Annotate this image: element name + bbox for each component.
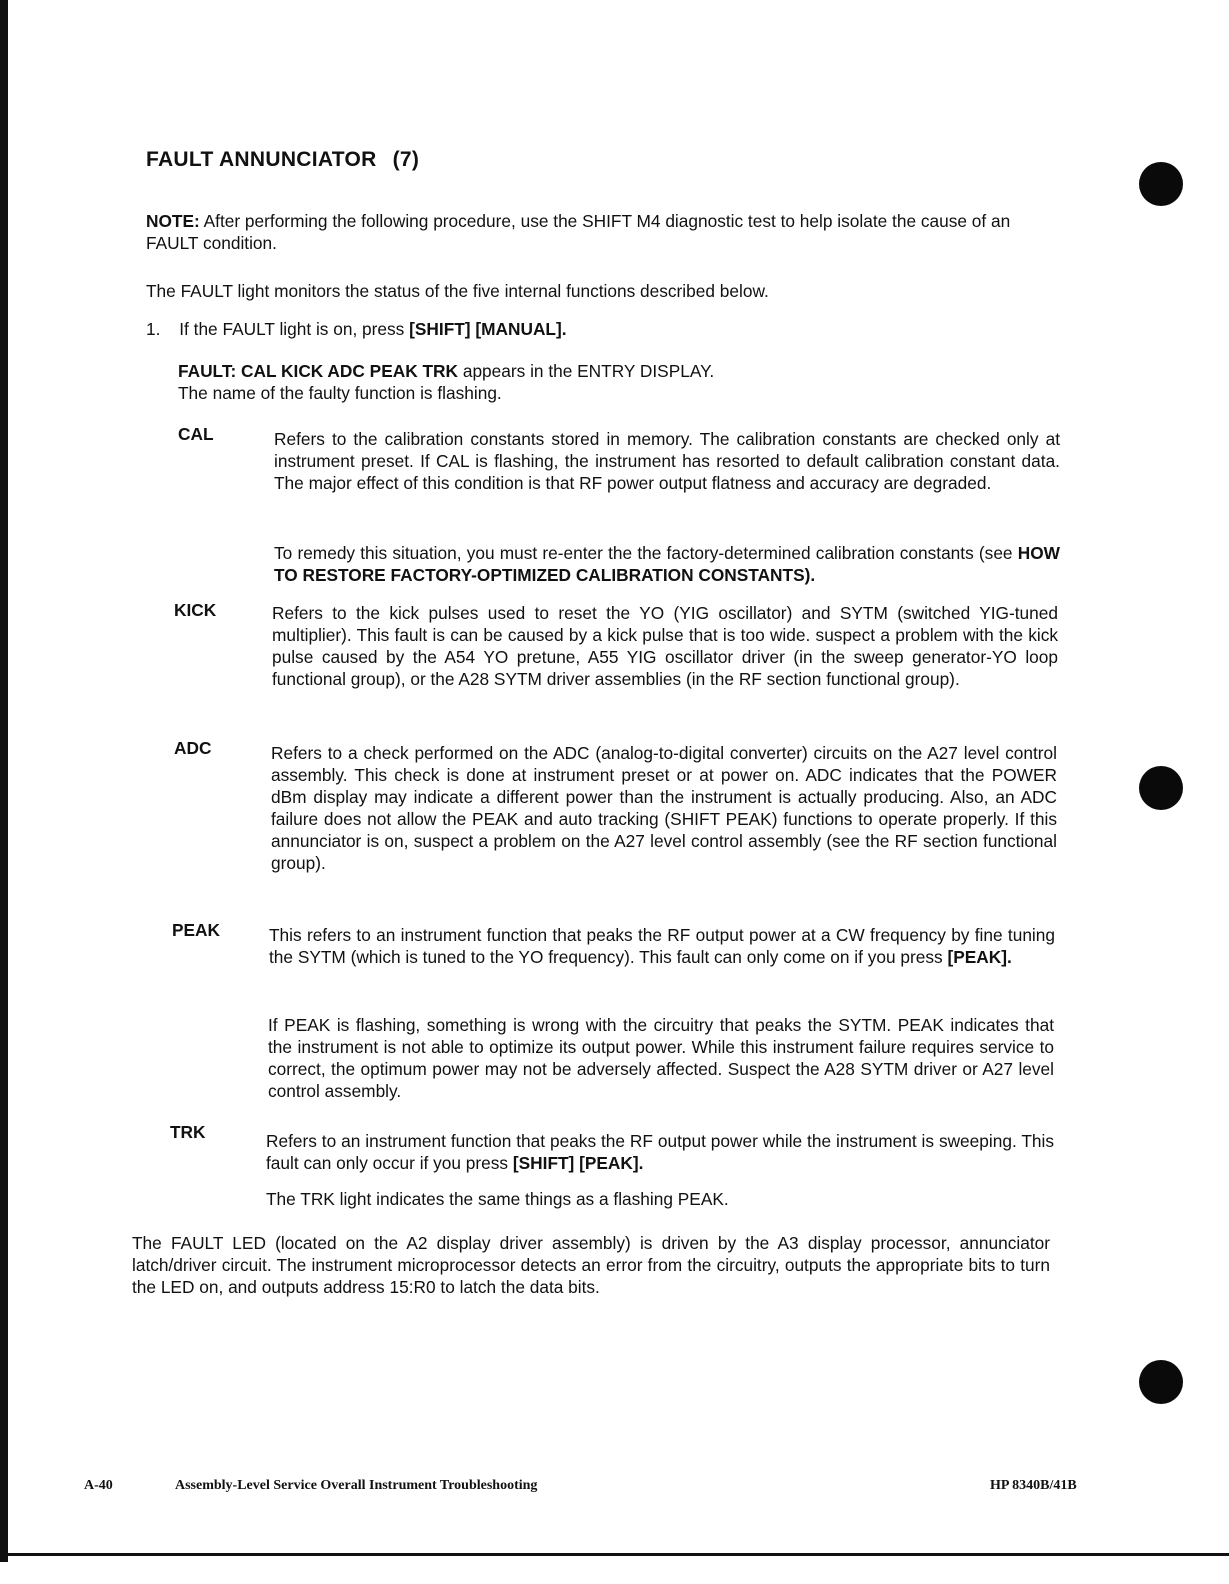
note-label: NOTE: xyxy=(146,211,200,231)
trk-description-text: Refers to an instrument function that peaks the RF output power while the instrument is sweeping. This fault can only occur if you press xyxy=(266,1131,1054,1173)
cal-description: Refers to the calibration constants stored in memory. The calibration constants are checked only at instrument preset. If CAL is flashing, the instrument has resorted to default calibration constant data. The major effect of this condition is that RF power output flatness and accuracy are degraded. xyxy=(274,429,1060,493)
binder-hole-middle xyxy=(1139,766,1183,810)
display-line2: The name of the faulty function is flashing. xyxy=(178,383,502,403)
step-1 xyxy=(146,318,1062,340)
left-margin-rule xyxy=(0,0,8,1562)
term-cal: CAL xyxy=(178,424,214,444)
bottom-margin-rule xyxy=(0,1553,1229,1556)
footer-model: HP 8340B/41B xyxy=(990,1478,1077,1493)
trk-keys: [SHIFT] [PEAK]. xyxy=(512,1153,644,1173)
trk-note: The TRK light indicates the same things as a flashing PEAK. xyxy=(266,1189,729,1209)
intro-paragraph: The FAULT light monitors the status of the five internal functions described below. xyxy=(146,281,769,301)
note-text: After performing the following procedure, use the SHIFT M4 diagnostic test to help isolate the cause of an FAULT condition. xyxy=(146,211,1011,253)
peak-key: [PEAK]. xyxy=(947,947,1012,967)
cal-remedy-text: To remedy this situation, you must re-enter the the factory-determined calibration constants (see xyxy=(274,543,1013,563)
binder-hole-top xyxy=(1139,162,1183,206)
kick-description: Refers to the kick pulses used to reset the YO (YIG oscillator) and SYTM (switched YIG-tuned multiplier). This fault is can be caused by a kick pulse that is too wide. suspect a problem with the kick pulse caused by the A54 YO pretune, A55 YIG oscillator driver (in the sweep generator-YO loop functional group), or the A28 SYTM driver assemblies (in the RF section functional group). xyxy=(272,603,1058,689)
term-kick: KICK xyxy=(174,600,217,620)
binder-hole-bottom xyxy=(1139,1360,1183,1404)
closing-paragraph: The FAULT LED (located on the A2 display driver assembly) is driven by the A3 display processor, annunciator latch/driver circuit. The instrument microprocessor detects an error from the circuitry, outputs the appropriate bits to turn the LED on, and outputs address 15:R0 to latch the data bits. xyxy=(132,1233,1050,1297)
footer-section-title: Assembly-Level Service Overall Instrument Troubleshooting xyxy=(175,1478,538,1493)
step-keys: [SHIFT] [MANUAL]. xyxy=(409,319,567,339)
term-peak: PEAK xyxy=(172,920,221,940)
adc-description: Refers to a check performed on the ADC (analog-to-digital converter) circuits on the A27 level control assembly. This check is done at instrument preset or at power on. ADC indicates that the POWER dBm display may indicate a different power than the instrument is actually producing. Also, an ADC failure does not allow the PEAK and auto tracking (SHIFT PEAK) functions to operate properly. If this annunciator is on, suspect a problem on the A27 level control assembly (see the RF section functional group). xyxy=(271,743,1057,873)
cal-remedy-reference: HOW TO RESTORE FACTORY-OPTIMIZED CALIBRATION CONSTANTS). xyxy=(274,543,1060,585)
peak-description xyxy=(269,924,1055,968)
display-description xyxy=(178,360,1058,404)
note-paragraph xyxy=(146,210,1062,254)
heading-number: (7) xyxy=(392,148,420,171)
step-text: If the FAULT light is on, press xyxy=(179,319,405,339)
section-heading xyxy=(146,148,419,172)
term-trk: TRK xyxy=(170,1122,206,1142)
term-adc: ADC xyxy=(174,738,212,758)
peak-description-text: This refers to an instrument function that peaks the RF output power at a CW frequency by fine tuning the SYTM (which is tuned to the YO frequency). This fault can only come on if you press xyxy=(269,925,1055,967)
heading-title: FAULT ANNUNCIATOR xyxy=(146,148,377,171)
cal-remedy xyxy=(274,542,1060,586)
footer-page-number: A-40 xyxy=(84,1478,113,1493)
step-number: 1. xyxy=(146,319,161,339)
display-message: FAULT: CAL KICK ADC PEAK TRK xyxy=(178,361,459,381)
peak-flashing-description: If PEAK is flashing, something is wrong with the circuitry that peaks the SYTM. PEAK indicates that the instrument is not able to optimize its output power. While this instrument failure requires service to correct, the optimum power may not be adversely affected. Suspect the A28 SYTM driver or A27 level control assembly. xyxy=(268,1015,1054,1101)
trk-description xyxy=(266,1130,1054,1174)
display-text: appears in the ENTRY DISPLAY. xyxy=(462,361,715,381)
